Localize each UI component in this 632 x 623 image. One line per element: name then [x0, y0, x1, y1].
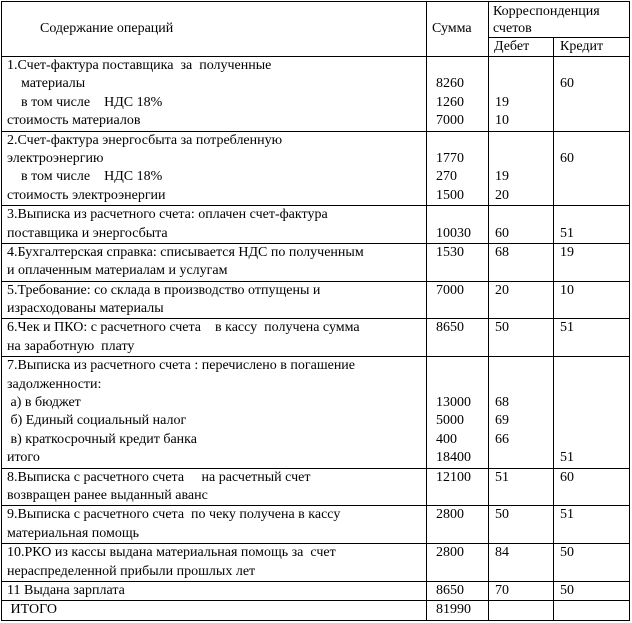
- operation-description-cell: [2, 319, 427, 357]
- operation-sum-cell: [427, 206, 489, 244]
- debit-account-line: [489, 57, 553, 75]
- operation-sum-cell: [427, 544, 489, 582]
- operation-sum-cell: [427, 319, 489, 357]
- credit-account-line: 19: [560, 244, 574, 260]
- debit-account-line: 68: [495, 395, 509, 411]
- operation-sum-cell: [427, 506, 489, 544]
- credit-account-cell: [554, 601, 630, 620]
- operation-sum-line: 8650: [436, 320, 464, 336]
- header-correspondence: [489, 2, 630, 38]
- header-debit: Дебет: [489, 38, 554, 57]
- debit-account-line: 20: [495, 282, 509, 298]
- debit-account-line: 66: [495, 431, 509, 447]
- credit-account-line: 51: [560, 320, 574, 336]
- operation-sum-line: 1770: [436, 150, 464, 166]
- operation-description-line: израсходованы материалы: [7, 301, 164, 317]
- credit-account-line: [554, 431, 629, 449]
- operation-sum-line: 81990: [436, 602, 471, 618]
- credit-account-line: 50: [560, 545, 574, 561]
- credit-account-cell: [554, 243, 630, 281]
- debit-account-line: [489, 75, 553, 93]
- credit-account-line: [554, 112, 629, 130]
- operation-description-line: в том числе НДС 18%: [7, 94, 163, 110]
- table-body: [2, 57, 630, 621]
- table-row: [2, 243, 630, 281]
- credit-account-cell: [554, 131, 630, 206]
- credit-account-cell: [554, 281, 630, 319]
- operation-description-line: в том числе НДС 18%: [7, 169, 163, 185]
- credit-account-line: [554, 300, 629, 318]
- operation-description-cell: [2, 544, 427, 582]
- debit-account-cell: [489, 581, 554, 600]
- operation-description-line: 5.Требование: со склада в производство отпущены и: [7, 282, 321, 298]
- header-description: Содержание операций: [2, 2, 427, 57]
- credit-account-line: [554, 376, 629, 394]
- operation-description-line: 10.РКО из кассы выдана материальная помощь за счет: [7, 545, 336, 561]
- table-row: [2, 57, 630, 132]
- debit-account-cell: [489, 131, 554, 206]
- table-row: [2, 281, 630, 319]
- debit-account-line: 60: [495, 225, 509, 241]
- credit-account-line: 51: [560, 450, 574, 466]
- operation-description-line: ИТОГО: [7, 602, 57, 618]
- operation-sum-line: [427, 376, 488, 394]
- operation-sum-cell: [427, 57, 489, 132]
- operation-sum-cell: [427, 243, 489, 281]
- credit-account-cell: [554, 357, 630, 468]
- header-sum: Сумма: [427, 2, 489, 57]
- operation-sum-line: 270: [436, 169, 457, 185]
- operation-description-line: нераспределенной прибыли прошлых лет: [7, 563, 256, 579]
- operation-sum-line: 8260: [436, 76, 464, 92]
- operation-description-line: поставщика и энергосбыта: [7, 225, 168, 241]
- debit-account-line: [489, 132, 553, 150]
- operation-description-line: итого: [7, 450, 40, 466]
- operation-sum-line: [427, 563, 488, 581]
- operation-sum-line: 2800: [436, 545, 464, 561]
- credit-account-line: [554, 132, 629, 150]
- table-row: [2, 468, 630, 506]
- operation-description-cell: [2, 581, 427, 600]
- debit-account-line: [489, 262, 553, 280]
- debit-account-line: 19: [495, 94, 509, 110]
- credit-account-line: 51: [560, 507, 574, 523]
- credit-account-line: [554, 525, 629, 543]
- credit-account-line: 60: [560, 150, 574, 166]
- operation-sum-line: 2800: [436, 507, 464, 523]
- operation-sum-cell: [427, 468, 489, 506]
- debit-account-cell: [489, 506, 554, 544]
- operation-description-cell: [2, 281, 427, 319]
- debit-account-cell: [489, 357, 554, 468]
- credit-account-line: [554, 394, 629, 412]
- operation-description-line: и оплаченным материалам и услугам: [7, 263, 228, 279]
- credit-account-cell: [554, 581, 630, 600]
- credit-account-line: 10: [560, 282, 574, 298]
- credit-account-cell: [554, 206, 630, 244]
- operation-sum-line: [427, 525, 488, 543]
- table-row: [2, 131, 630, 206]
- operation-description-line: электроэнергию: [7, 150, 104, 166]
- debit-account-line: 69: [495, 413, 509, 429]
- operation-sum-line: [427, 57, 488, 75]
- operation-sum-cell: [427, 581, 489, 600]
- operation-description-cell: [2, 506, 427, 544]
- operation-description-cell: [2, 243, 427, 281]
- debit-account-line: [489, 525, 553, 543]
- credit-account-line: [554, 168, 629, 186]
- operation-description-line: 2.Счет-фактура энергосбыта за потребленную: [7, 132, 283, 148]
- operation-description-line: материалы: [7, 76, 86, 92]
- operation-description-cell: [2, 57, 427, 132]
- credit-account-line: 60: [560, 76, 574, 92]
- debit-account-line: 70: [495, 582, 509, 598]
- debit-account-line: 84: [495, 545, 509, 561]
- table-header: [2, 2, 630, 57]
- debit-account-cell: [489, 468, 554, 506]
- operation-sum-line: 400: [436, 431, 457, 447]
- operation-description-cell: [2, 206, 427, 244]
- debit-account-line: 68: [495, 244, 509, 260]
- operation-description-line: а) в бюджет: [7, 395, 81, 411]
- operation-sum-line: [427, 132, 488, 150]
- debit-account-cell: [489, 544, 554, 582]
- operation-sum-line: 8650: [436, 582, 464, 598]
- operation-description-line: материальная помощь: [7, 525, 140, 541]
- debit-account-cell: [489, 243, 554, 281]
- table-row: [2, 319, 630, 357]
- credit-account-line: 51: [560, 225, 574, 241]
- debit-account-cell: [489, 281, 554, 319]
- operation-sum-cell: [427, 131, 489, 206]
- operation-sum-line: [427, 487, 488, 505]
- operations-table: [1, 1, 630, 621]
- operation-description-line: 7.Выписка из расчетного счета : перечислено в погашение: [7, 358, 356, 374]
- credit-account-line: [554, 262, 629, 280]
- table-row: [2, 357, 630, 468]
- header-correspondence-line1: Корреспонденция: [493, 3, 600, 19]
- operation-description-line: задолженности:: [7, 376, 102, 392]
- operation-sum-line: [427, 206, 488, 224]
- table-row: [2, 206, 630, 244]
- operation-description-cell: [2, 601, 427, 620]
- debit-account-line: [489, 449, 553, 467]
- credit-account-line: [554, 206, 629, 224]
- debit-account-line: [489, 601, 553, 619]
- credit-account-cell: [554, 57, 630, 132]
- credit-account-line: [554, 412, 629, 430]
- credit-account-line: [554, 187, 629, 205]
- table-row: [2, 544, 630, 582]
- debit-account-line: 51: [495, 469, 509, 485]
- table-row: [2, 506, 630, 544]
- operations-document: [1, 1, 630, 621]
- table-row: [2, 601, 630, 620]
- credit-account-cell: [554, 319, 630, 357]
- header-credit: Кредит: [554, 38, 630, 57]
- credit-account-line: 60: [560, 469, 574, 485]
- operation-sum-line: 7000: [436, 282, 464, 298]
- debit-account-cell: [489, 601, 554, 620]
- operation-description-line: 4.Бухгалтерская справка: списывается НДС по полученным: [7, 244, 364, 260]
- debit-account-line: [489, 563, 553, 581]
- debit-account-line: [489, 150, 553, 168]
- debit-account-line: [489, 487, 553, 505]
- operation-description-cell: [2, 131, 427, 206]
- credit-account-line: [554, 563, 629, 581]
- debit-account-line: [489, 338, 553, 356]
- table-row: [2, 581, 630, 600]
- credit-account-cell: [554, 544, 630, 582]
- operation-description-line: на заработную плату: [7, 338, 135, 354]
- operation-sum-line: 18400: [436, 450, 471, 466]
- debit-account-line: [489, 376, 553, 394]
- debit-account-line: [489, 357, 553, 375]
- operation-description-cell: [2, 357, 427, 468]
- operation-sum-line: 5000: [436, 413, 464, 429]
- debit-account-line: 50: [495, 320, 509, 336]
- operation-sum-line: 7000: [436, 113, 464, 129]
- credit-account-line: [554, 57, 629, 75]
- debit-account-line: [489, 206, 553, 224]
- debit-account-cell: [489, 57, 554, 132]
- operation-sum-line: [427, 357, 488, 375]
- operation-description-line: 9.Выписка с расчетного счета по чеку получена в кассу: [7, 507, 341, 523]
- header-correspondence-line2: счетов: [493, 20, 532, 36]
- operation-sum-line: [427, 262, 488, 280]
- credit-account-line: 50: [560, 582, 574, 598]
- debit-account-line: 19: [495, 169, 509, 185]
- operation-sum-cell: [427, 357, 489, 468]
- operation-sum-line: 1500: [436, 187, 464, 203]
- debit-account-cell: [489, 319, 554, 357]
- credit-account-cell: [554, 468, 630, 506]
- operation-description-line: 1.Счет-фактура поставщика за полученные: [7, 58, 272, 73]
- operation-sum-line: 12100: [436, 469, 471, 485]
- operation-description-line: стоимость электроэнергии: [7, 187, 166, 203]
- debit-account-line: [489, 300, 553, 318]
- credit-account-line: [554, 357, 629, 375]
- operation-description-line: б) Единый социальный налог: [7, 413, 187, 429]
- credit-account-line: [554, 601, 629, 619]
- operation-sum-line: 1530: [436, 244, 464, 260]
- credit-account-line: [554, 338, 629, 356]
- operation-description-line: 3.Выписка из расчетного счета: оплачен счет-фактура: [7, 207, 328, 223]
- credit-account-line: [554, 94, 629, 112]
- debit-account-line: 50: [495, 507, 509, 523]
- credit-account-line: [554, 487, 629, 505]
- operation-description-line: в) краткосрочный кредит банка: [7, 431, 197, 447]
- credit-account-cell: [554, 506, 630, 544]
- operation-description-line: 11 Выдана зарплата: [7, 582, 125, 598]
- operation-sum-cell: [427, 601, 489, 620]
- operation-description-line: 8.Выписка с расчетного счета на расчетный счет: [7, 469, 311, 485]
- operation-description-line: стоимость материалов: [7, 113, 141, 129]
- operation-sum-line: 10030: [436, 225, 471, 241]
- operation-sum-line: 13000: [436, 395, 471, 411]
- operation-description-cell: [2, 468, 427, 506]
- operation-sum-line: [427, 300, 488, 318]
- operation-sum-line: 1260: [436, 94, 464, 110]
- operation-description-line: возвращен ранее выданный аванс: [7, 487, 208, 503]
- debit-account-line: 20: [495, 187, 509, 203]
- operation-description-line: 6.Чек и ПКО: с расчетного счета в кассу получена сумма: [7, 320, 360, 336]
- debit-account-cell: [489, 206, 554, 244]
- debit-account-line: 10: [495, 113, 509, 129]
- operation-sum-line: [427, 338, 488, 356]
- operation-sum-cell: [427, 281, 489, 319]
